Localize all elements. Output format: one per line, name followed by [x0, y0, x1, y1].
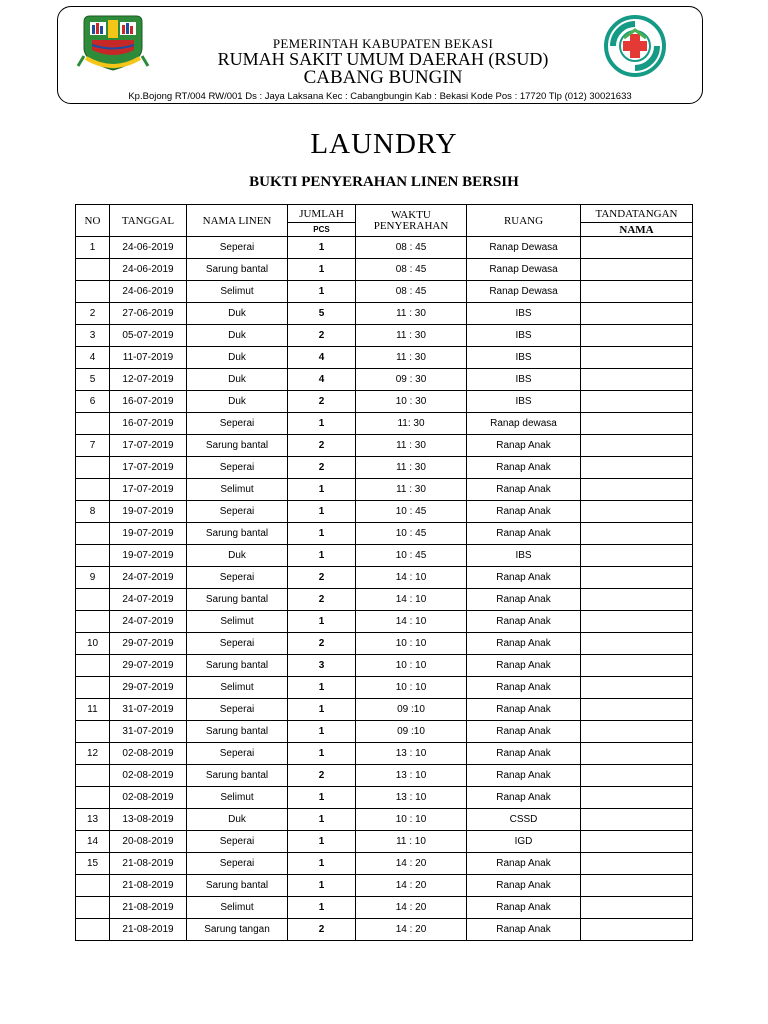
cell-tanggal: 17-07-2019 — [110, 435, 187, 457]
cell-signature — [581, 611, 693, 633]
cell-nama-linen: Selimut — [187, 677, 288, 699]
cell-waktu: 11 : 30 — [356, 347, 467, 369]
cell-no — [76, 677, 110, 699]
table-row — [76, 545, 693, 567]
cell-tanggal: 24-07-2019 — [110, 589, 187, 611]
cell-waktu: 14 : 10 — [356, 567, 467, 589]
linen-handover-table — [75, 204, 693, 941]
cell-no — [76, 787, 110, 809]
cell-waktu: 08 : 45 — [356, 281, 467, 303]
cell-jumlah: 1 — [288, 787, 356, 809]
cell-ruang: IBS — [467, 303, 581, 325]
cell-tanggal: 29-07-2019 — [110, 655, 187, 677]
table-row — [76, 721, 693, 743]
cell-tanggal: 21-08-2019 — [110, 897, 187, 919]
cell-signature — [581, 281, 693, 303]
cell-waktu: 10 : 10 — [356, 633, 467, 655]
cell-nama-linen: Seperai — [187, 743, 288, 765]
cell-jumlah: 1 — [288, 743, 356, 765]
cell-nama-linen: Sarung bantal — [187, 523, 288, 545]
cell-waktu: 14 : 20 — [356, 875, 467, 897]
cell-waktu: 13 : 10 — [356, 743, 467, 765]
cell-jumlah: 1 — [288, 413, 356, 435]
cell-ruang: Ranap Anak — [467, 435, 581, 457]
cell-signature — [581, 787, 693, 809]
col-header-pcs: PCS — [288, 223, 356, 237]
table-row — [76, 677, 693, 699]
cell-nama-linen: Duk — [187, 391, 288, 413]
cell-signature — [581, 391, 693, 413]
cell-no — [76, 589, 110, 611]
cell-signature — [581, 347, 693, 369]
cell-ruang: Ranap Anak — [467, 875, 581, 897]
cell-waktu: 14 : 10 — [356, 589, 467, 611]
cell-tanggal: 17-07-2019 — [110, 457, 187, 479]
cell-nama-linen: Sarung bantal — [187, 259, 288, 281]
cell-nama-linen: Sarung bantal — [187, 875, 288, 897]
cell-signature — [581, 567, 693, 589]
cell-waktu: 11 : 30 — [356, 457, 467, 479]
cell-tanggal: 12-07-2019 — [110, 369, 187, 391]
cell-no — [76, 721, 110, 743]
cell-jumlah: 4 — [288, 347, 356, 369]
cell-no: 6 — [76, 391, 110, 413]
cell-waktu: 14 : 20 — [356, 853, 467, 875]
table-row — [76, 325, 693, 347]
cell-waktu: 08 : 45 — [356, 259, 467, 281]
table-row — [76, 391, 693, 413]
cell-ruang: Ranap Anak — [467, 501, 581, 523]
table-row — [76, 809, 693, 831]
cell-nama-linen: Seperai — [187, 853, 288, 875]
cell-ruang: Ranap Anak — [467, 589, 581, 611]
cell-ruang: Ranap dewasa — [467, 413, 581, 435]
cell-ruang: Ranap Anak — [467, 743, 581, 765]
cell-nama-linen: Sarung bantal — [187, 721, 288, 743]
cell-tanggal: 21-08-2019 — [110, 875, 187, 897]
cell-no: 7 — [76, 435, 110, 457]
cell-signature — [581, 479, 693, 501]
table-row — [76, 501, 693, 523]
cell-nama-linen: Sarung bantal — [187, 655, 288, 677]
cell-tanggal: 29-07-2019 — [110, 677, 187, 699]
cell-nama-linen: Sarung bantal — [187, 435, 288, 457]
cell-signature — [581, 875, 693, 897]
table-row — [76, 259, 693, 281]
cell-signature — [581, 303, 693, 325]
table-row — [76, 523, 693, 545]
cell-tanggal: 20-08-2019 — [110, 831, 187, 853]
table-row — [76, 479, 693, 501]
table-row — [76, 655, 693, 677]
cell-tanggal: 21-08-2019 — [110, 919, 187, 941]
cell-ruang: Ranap Anak — [467, 655, 581, 677]
cell-ruang: CSSD — [467, 809, 581, 831]
table-row — [76, 303, 693, 325]
table-row — [76, 875, 693, 897]
table-row — [76, 699, 693, 721]
cell-nama-linen: Duk — [187, 325, 288, 347]
cell-ruang: Ranap Anak — [467, 523, 581, 545]
cell-tanggal: 13-08-2019 — [110, 809, 187, 831]
cell-tanggal: 11-07-2019 — [110, 347, 187, 369]
cell-signature — [581, 259, 693, 281]
cell-signature — [581, 325, 693, 347]
cell-jumlah: 3 — [288, 655, 356, 677]
cell-signature — [581, 897, 693, 919]
cell-tanggal: 16-07-2019 — [110, 413, 187, 435]
cell-jumlah: 2 — [288, 919, 356, 941]
cell-jumlah: 2 — [288, 457, 356, 479]
table-row — [76, 369, 693, 391]
cell-no: 8 — [76, 501, 110, 523]
cell-ruang: Ranap Anak — [467, 897, 581, 919]
cell-waktu: 13 : 10 — [356, 765, 467, 787]
cell-jumlah: 2 — [288, 589, 356, 611]
table-row — [76, 919, 693, 941]
col-header-no: NO — [76, 205, 110, 237]
cell-ruang: Ranap Dewasa — [467, 281, 581, 303]
cell-ruang: Ranap Anak — [467, 633, 581, 655]
cell-no: 10 — [76, 633, 110, 655]
cell-waktu: 10 : 10 — [356, 655, 467, 677]
cell-no — [76, 479, 110, 501]
page-subtitle: BUKTI PENYERAHAN LINEN BERSIH — [249, 174, 519, 190]
cell-nama-linen: Seperai — [187, 633, 288, 655]
cell-tanggal: 05-07-2019 — [110, 325, 187, 347]
cell-nama-linen: Seperai — [187, 699, 288, 721]
cell-jumlah: 5 — [288, 303, 356, 325]
col-header-tanggal: TANGGAL — [110, 205, 187, 237]
cell-no: 12 — [76, 743, 110, 765]
cell-waktu: 08 : 45 — [356, 237, 467, 259]
cell-ruang: Ranap Anak — [467, 699, 581, 721]
cell-nama-linen: Duk — [187, 545, 288, 567]
cell-no: 5 — [76, 369, 110, 391]
cell-jumlah: 1 — [288, 259, 356, 281]
cell-tanggal: 24-07-2019 — [110, 567, 187, 589]
cell-tanggal: 27-06-2019 — [110, 303, 187, 325]
cell-ruang: Ranap Anak — [467, 721, 581, 743]
cell-signature — [581, 677, 693, 699]
table-row — [76, 831, 693, 853]
cell-waktu: 11 : 30 — [356, 303, 467, 325]
cell-waktu: 10 : 30 — [356, 391, 467, 413]
cell-ruang: Ranap Anak — [467, 765, 581, 787]
cell-jumlah: 2 — [288, 391, 356, 413]
cell-no — [76, 281, 110, 303]
table-row — [76, 567, 693, 589]
cell-jumlah: 1 — [288, 831, 356, 853]
cell-tanggal: 17-07-2019 — [110, 479, 187, 501]
cell-waktu: 11 : 30 — [356, 325, 467, 347]
cell-jumlah: 2 — [288, 325, 356, 347]
cell-nama-linen: Sarung tangan — [187, 919, 288, 941]
cell-jumlah: 1 — [288, 875, 356, 897]
cell-nama-linen: Duk — [187, 303, 288, 325]
cell-nama-linen: Selimut — [187, 479, 288, 501]
table-row — [76, 347, 693, 369]
cell-ruang: Ranap Anak — [467, 479, 581, 501]
cell-no — [76, 523, 110, 545]
branch-name: CABANG BUNGIN — [303, 67, 463, 88]
cell-no: 15 — [76, 853, 110, 875]
cell-waktu: 11: 30 — [356, 413, 467, 435]
cell-no: 1 — [76, 237, 110, 259]
cell-signature — [581, 413, 693, 435]
cell-waktu: 10 : 45 — [356, 523, 467, 545]
cell-waktu: 10 : 45 — [356, 545, 467, 567]
cell-signature — [581, 853, 693, 875]
cell-tanggal: 16-07-2019 — [110, 391, 187, 413]
cell-no: 11 — [76, 699, 110, 721]
cell-no — [76, 545, 110, 567]
table-row — [76, 853, 693, 875]
cell-tanggal: 02-08-2019 — [110, 765, 187, 787]
cell-waktu: 11 : 30 — [356, 479, 467, 501]
cell-tanggal: 31-07-2019 — [110, 721, 187, 743]
cell-nama-linen: Seperai — [187, 413, 288, 435]
cell-tanggal: 19-07-2019 — [110, 545, 187, 567]
cell-no — [76, 897, 110, 919]
cell-jumlah: 1 — [288, 721, 356, 743]
cell-signature — [581, 501, 693, 523]
cell-ruang: Ranap Anak — [467, 919, 581, 941]
cell-ruang: Ranap Anak — [467, 677, 581, 699]
cell-nama-linen: Sarung bantal — [187, 589, 288, 611]
cell-waktu: 14 : 10 — [356, 611, 467, 633]
cell-tanggal: 24-07-2019 — [110, 611, 187, 633]
col-header-jumlah: JUMLAH — [288, 205, 356, 223]
cell-nama-linen: Seperai — [187, 831, 288, 853]
cell-waktu: 14 : 20 — [356, 897, 467, 919]
cell-jumlah: 1 — [288, 281, 356, 303]
col-header-nama: NAMA — [581, 223, 693, 237]
cell-ruang: Ranap Anak — [467, 567, 581, 589]
table-row — [76, 743, 693, 765]
cell-jumlah: 2 — [288, 765, 356, 787]
cell-waktu: 10 : 10 — [356, 809, 467, 831]
cell-jumlah: 1 — [288, 523, 356, 545]
cell-nama-linen: Seperai — [187, 567, 288, 589]
cell-signature — [581, 919, 693, 941]
cell-ruang: IBS — [467, 325, 581, 347]
cell-jumlah: 2 — [288, 435, 356, 457]
cell-waktu: 10 : 45 — [356, 501, 467, 523]
government-name: PEMERINTAH KABUPATEN BEKASI — [272, 36, 494, 51]
cell-nama-linen: Seperai — [187, 501, 288, 523]
cell-no: 14 — [76, 831, 110, 853]
cell-ruang: IBS — [467, 391, 581, 413]
cell-no — [76, 655, 110, 677]
cell-signature — [581, 457, 693, 479]
cell-ruang: IBS — [467, 545, 581, 567]
col-header-ruang: RUANG — [467, 205, 581, 237]
hospital-name: RUMAH SAKIT UMUM DAERAH (RSUD) — [217, 49, 549, 69]
cell-no — [76, 765, 110, 787]
cell-ruang: Ranap Anak — [467, 787, 581, 809]
cell-signature — [581, 721, 693, 743]
cell-jumlah: 1 — [288, 545, 356, 567]
cell-nama-linen: Sarung bantal — [187, 765, 288, 787]
cell-ruang: Ranap Dewasa — [467, 259, 581, 281]
cell-signature — [581, 435, 693, 457]
cell-ruang: IBS — [467, 369, 581, 391]
table-row — [76, 787, 693, 809]
cell-signature — [581, 523, 693, 545]
table-row — [76, 611, 693, 633]
cell-ruang: Ranap Dewasa — [467, 237, 581, 259]
cell-tanggal: 19-07-2019 — [110, 523, 187, 545]
cell-no — [76, 919, 110, 941]
cell-waktu: 09 : 30 — [356, 369, 467, 391]
cell-waktu: 14 : 20 — [356, 919, 467, 941]
cell-nama-linen: Selimut — [187, 281, 288, 303]
col-header-waktu: WAKTU PENYERAHAN — [356, 205, 467, 237]
cell-jumlah: 2 — [288, 633, 356, 655]
cell-jumlah: 2 — [288, 567, 356, 589]
col-header-tandatangan: TANDATANGAN — [581, 205, 693, 223]
cell-tanggal: 31-07-2019 — [110, 699, 187, 721]
col-header-nama-linen: NAMA LINEN — [187, 205, 288, 237]
hospital-cross-emblem-icon — [601, 14, 669, 78]
hospital-address: Kp.Bojong RT/004 RW/001 Ds : Jaya Laksana Kec : Cabangbungin Kab : Bekasi Kode Pos : 17720 Tlp (012) 30021633 — [128, 91, 632, 102]
cell-signature — [581, 831, 693, 853]
cell-waktu: 09 :10 — [356, 721, 467, 743]
cell-waktu: 09 :10 — [356, 699, 467, 721]
table-row — [76, 413, 693, 435]
cell-no: 3 — [76, 325, 110, 347]
cell-no: 4 — [76, 347, 110, 369]
cell-waktu: 10 : 10 — [356, 677, 467, 699]
cell-jumlah: 1 — [288, 501, 356, 523]
cell-no: 2 — [76, 303, 110, 325]
cell-jumlah: 1 — [288, 611, 356, 633]
cell-tanggal: 19-07-2019 — [110, 501, 187, 523]
cell-jumlah: 1 — [288, 479, 356, 501]
cell-jumlah: 1 — [288, 677, 356, 699]
table-row — [76, 765, 693, 787]
cell-tanggal: 24-06-2019 — [110, 281, 187, 303]
cell-ruang: IBS — [467, 347, 581, 369]
table-row — [76, 237, 693, 259]
cell-waktu: 13 : 10 — [356, 787, 467, 809]
cell-jumlah: 4 — [288, 369, 356, 391]
cell-signature — [581, 369, 693, 391]
cell-tanggal: 24-06-2019 — [110, 237, 187, 259]
cell-nama-linen: Duk — [187, 809, 288, 831]
cell-no — [76, 611, 110, 633]
cell-ruang: Ranap Anak — [467, 853, 581, 875]
cell-tanggal: 24-06-2019 — [110, 259, 187, 281]
cell-signature — [581, 237, 693, 259]
page-title: LAUNDRY — [310, 128, 458, 160]
cell-tanggal: 02-08-2019 — [110, 787, 187, 809]
cell-tanggal: 02-08-2019 — [110, 743, 187, 765]
cell-nama-linen: Duk — [187, 347, 288, 369]
cell-jumlah: 1 — [288, 237, 356, 259]
cell-ruang: Ranap Anak — [467, 611, 581, 633]
cell-jumlah: 1 — [288, 809, 356, 831]
kabupaten-bekasi-emblem-icon — [76, 12, 150, 74]
cell-no: 13 — [76, 809, 110, 831]
table-row — [76, 435, 693, 457]
cell-ruang: Ranap Anak — [467, 457, 581, 479]
cell-signature — [581, 743, 693, 765]
cell-nama-linen: Seperai — [187, 457, 288, 479]
cell-jumlah: 1 — [288, 699, 356, 721]
cell-nama-linen: Selimut — [187, 611, 288, 633]
cell-jumlah: 1 — [288, 853, 356, 875]
cell-signature — [581, 809, 693, 831]
table-row — [76, 457, 693, 479]
cell-signature — [581, 545, 693, 567]
cell-no — [76, 457, 110, 479]
cell-signature — [581, 699, 693, 721]
cell-no: 9 — [76, 567, 110, 589]
cell-nama-linen: Selimut — [187, 897, 288, 919]
table-row — [76, 281, 693, 303]
cell-signature — [581, 765, 693, 787]
table-row — [76, 589, 693, 611]
cell-jumlah: 1 — [288, 897, 356, 919]
cell-nama-linen: Selimut — [187, 787, 288, 809]
cell-no — [76, 875, 110, 897]
cell-tanggal: 21-08-2019 — [110, 853, 187, 875]
table-row — [76, 897, 693, 919]
cell-signature — [581, 655, 693, 677]
cell-no — [76, 259, 110, 281]
table-row — [76, 633, 693, 655]
cell-no — [76, 413, 110, 435]
cell-ruang: IGD — [467, 831, 581, 853]
cell-signature — [581, 589, 693, 611]
cell-nama-linen: Duk — [187, 369, 288, 391]
cell-tanggal: 29-07-2019 — [110, 633, 187, 655]
cell-nama-linen: Seperai — [187, 237, 288, 259]
cell-waktu: 11 : 30 — [356, 435, 467, 457]
cell-signature — [581, 633, 693, 655]
cell-waktu: 11 : 10 — [356, 831, 467, 853]
